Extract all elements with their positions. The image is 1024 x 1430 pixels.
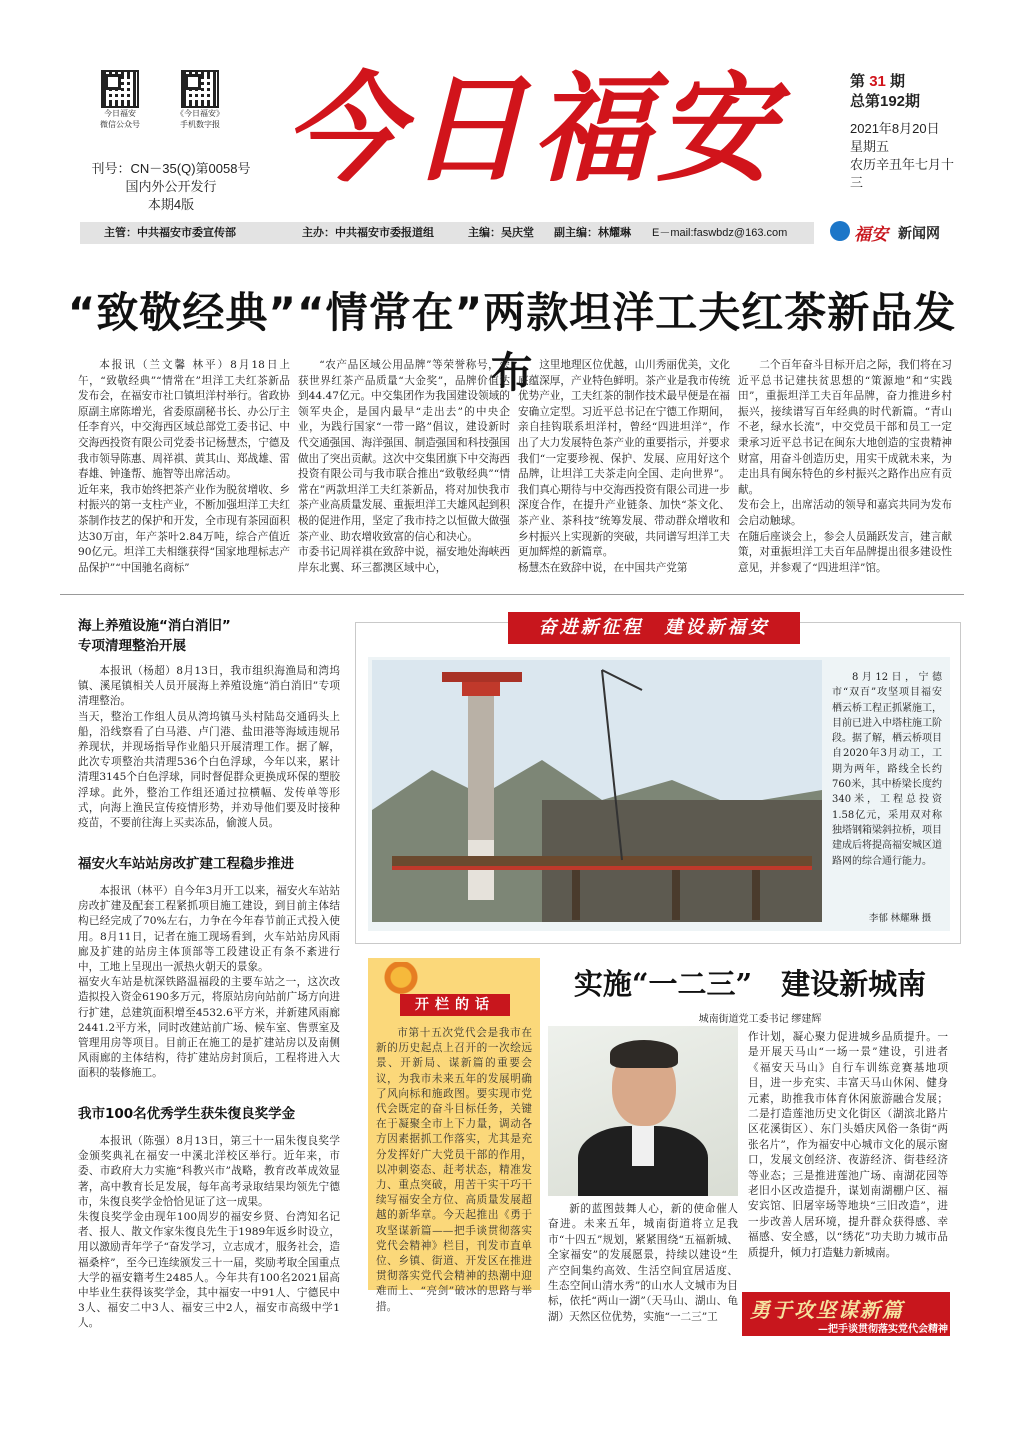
lead-column-2: “农产品区域公用品牌”等荣誉称号，荣获世界红茶产品质量“大金奖”，品牌价值达到44.47亿元。中交集团作为我国建设领域的领军央企，是国内最早“走出去”的中央企业，为践行国家“一带一路”倡议，建设新时代交通强国、海洋强国、制造强国和科技强国做出了突出贡献。这次中交集团旗下中交海西投资有限公司与我市联合推出“致敬经典”“情常在”两款坦洋工夫红茶新品，将对加快我市茶产业高质量发展、重振坦洋工夫雄风起到积极的促进作用，坚定了我市持之以恒做大做强茶产业、助农增收致富的信心和决心。 市委书记周祥祺在致辞中说，福安地处海峡西岸东北翼、环三都澳区域中心， (298, 359, 510, 574)
news-site-logo-icon (830, 221, 850, 241)
issue-block (850, 72, 960, 192)
portrait-shirt (632, 1126, 654, 1166)
qr-code-icon (101, 70, 139, 108)
news-site-link[interactable] (830, 217, 960, 247)
chengnan-column-right: 作计划，凝心聚力促进城乡品质提升。一是开展天马山“一场一景”建设，引进者《福安天马山》自行车训练竞赛基地项目，进一步充实、丰富天马山休闲、健身元素，助推我市体育休闲旅游融合发展；二是打造莲池历史文化街区（湖滨北路片区花溪街区）、东门头婚庆风俗一条街“两张名片”，作为福安中心城市文化的展示窗口，发展文创经济、夜游经济、街巷经济等业态；三是推进莲池广场、南湖花园等老旧小区改造提升，谋划南湖棚户区、福安宾馆、旧屠宰场等地块“三旧改造”，进一步改善人居环境，提升群众获得感、幸福感、安全感，以“绣花”功夫助力城市品质提升，倾力打造魅力新城南。 (748, 1031, 948, 1259)
station-headline: 福安火车站站房改扩建工程稳步推进 (78, 856, 294, 872)
masthead-info-bar (80, 222, 814, 244)
news-site-name: 新闻网 (898, 225, 940, 241)
sea-headline-line-2: 专项清理整治开展 (78, 638, 186, 654)
photo-credit: 李郁 林耀琳 摄 (868, 913, 932, 924)
qr-wechat-caption-1: 今日福安 (104, 109, 136, 118)
qr-digital-caption-1: 《今日福安》 (176, 109, 224, 118)
registration-block (86, 160, 256, 214)
lead-column-4: 二个百年奋斗目标开启之际，我们将在习近平总书记建扶贫思想的“策源地”和“实践田”，重振坦洋工夫百年品牌，奋力推进乡村振兴，接续谱写百年经典的时代新篇。“青山不老，绿水长流”，中交党员干部和员工一定秉承习近平总书记在闽东大地创造的宝贵精神财富，用奋斗创造历史，用实干成就未来，为走出具有闽东特色的乡村振兴之路作出应有贡献。 发布会上，出席活动的领导和嘉宾共同为发布会启动触球。 在随后座谈会上，参会人员踊跃发言，建言献策，对重振坦洋工夫百年品牌提出很多建设性意见，并参观了“四进坦洋”馆。 (738, 359, 952, 574)
photo-caption: 8月12日，宁德市“双百”攻坚项目福安栖云桥工程正抓紧施工，目前已进入中塔柱施工阶段。据了解，栖云桥项目自2020年3月动工，工期为两年，路线全长约760米，其中桥梁长度约340米，工程总投资1.58亿元，采用双对称独塔钢箱梁斜拉桥，项目建成后将提高福安城区道路网的综合通行能力。 (832, 672, 942, 867)
sea-body: 本报讯（杨超）8月13日，我市组织海渔局和湾坞镇、溪尾镇相关人员开展海上养殖设施“消白消旧”专项清理整治。 当天，整治工作组人员从湾坞镇马头村陆岛交通码头上船，沿线察看了白马港、卢门港、盐田港等海域违规吊养现状，并现场指导作业船只开展清理工作。据了解，此次专项整治共清理536个白色浮球，今年以来，累计清理3145个白色浮球，同时督促群众更换成环保的塑胶浮球。此外，整治工作组还通过拉横幅、发传单等形式，向海上渔民宣传疫情形势，并劝导他们要及时接种疫苗，不要前往海上买卖冻品，偷渡人员。 (78, 665, 340, 830)
bridge-photo-illustration (372, 660, 822, 922)
chengnan-column-left: 新的蓝图鼓舞人心，新的使命催人奋进。未来五年，城南街道将立足我市“十四五”规划，紧紧围绕“五福新城、全家福安”的发展愿景，持续以建设“生产空间集约高效、生活空间宜居适度、生态空间山清水秀”的山水人文城市为目标，依托“两山一湖”（天马山、湖山、龟湖）天然区位优势，实施“一二三”工 (548, 1203, 738, 1323)
qr-digital-caption-2: 手机数字报 (180, 120, 220, 129)
chengnan-headline: 实施“一二三” 建设新城南 (573, 967, 927, 1001)
lead-column-3: 这里地理区位优越，山川秀丽优美，文化底蕴深厚，产业特色鲜明。茶产业是我市传统优势产业，工夫红茶的制作技术最早便是在福安确立定型。习近平总书记在宁德工作期间，亲自挂钩联系坦洋村，曾经“四进坦洋”，作出了大力发展特色茶产业的重要指示，并要求我们“一定要珍视、保护、发展、应用好这个品牌，让坦洋工夫茶走向全国、走向世界”。我们真心期待与中交海西投资有限公司进一步深度合作，在提升产业链条、加快“茶文化、茶产业、茶科技”统筹发展、带动群众增收和乡村振兴上实现新的突破，共同谱写坦洋工夫更加辉煌的新篇章。 杨慧杰在致辞中说，在中国共产党第 (518, 359, 730, 574)
deputy-editor: 副主编：林耀琳 (554, 227, 631, 239)
qr-wechat-caption-2: 微信公众号 (100, 120, 140, 129)
sponsor: 主管：中共福安市委宣传部 (104, 227, 236, 239)
lead-headline: “致敬经典”“情常在”两款坦洋工夫红茶新品发布 (67, 288, 957, 397)
newspaper-title: 今日福安 (283, 59, 780, 198)
email-address[interactable]: E－mail:faswbdz@163.com (652, 227, 788, 239)
lead-column-1: 本报讯（兰文馨 林平）8月18日上午，“致敬经典”“情常在”坦洋工夫红茶新品发布会，在福安市社口镇坦洋村举行。省政协原副主席陈增光，省委原副秘书长、办公厅主任李育兴，中交海西区域总部党工委书记、中交海西投资有限公司党委书记杨慧杰，宁德及我市领导陈惠、周祥祺、黄其山、郑战雄、雷春雄、钟逢帮、施智等出席活动。 近年来，我市始终把茶产业作为脱贫增收、乡村振兴的第一支柱产业，不断加强坦洋工夫红茶制作技艺的保护和开发，全市现有茶园面积达30万亩，年产茶叶2.84万吨，综合产值近90亿元。坦洋工夫相继获得“国家地理标志产品保护”“中国驰名商标” (78, 359, 290, 574)
qr-digital[interactable] (170, 70, 230, 130)
section-divider (60, 594, 964, 595)
slogan-banner (742, 1292, 950, 1336)
students-body: 本报讯（陈强）8月13日，第三十一届朱復良奖学金颁奖典礼在福安一中溪北洋校区举行。近年来，市委、市政府大力实施“科教兴市”战略，教育改革成效显著，高中教育长足发展，每年高考录取结果均领先宁德市，朱復良奖学金恰恰见证了这一成果。 朱復良奖学金由现年100周岁的福安乡贤、台湾知名记者、报人、散文作家朱復良先生于1989年返乡时设立，用以激励青年学子“奋发学习，立志成才，服务社会，造福桑梓”，至今已连续颁发三十一届，奖励考取全国重点大学的福安籍考生2485人。今年共有100名2021届高中毕业生获得该奖学金，其中福安一中91人、宁德民中3人、福安二中3人、福安三中2人，福安市高级中学1人。 (78, 1135, 340, 1330)
bridge-photo[interactable] (372, 660, 822, 922)
host: 主办：中共福安市委报道组 (302, 227, 434, 239)
feature-banner: 奋进新征程 建设新福安 (508, 612, 800, 644)
total-issue: 总第192期 (850, 93, 921, 110)
slogan-sub: —把手谈贯彻落实党代会精神 (818, 1324, 948, 1335)
lunar-date: 农历辛丑年七月十三 (850, 157, 955, 190)
students-headline: 我市100名优秀学生获朱復良奖学金 (78, 1106, 296, 1122)
author-portrait (548, 1026, 738, 1196)
chief-editor: 主编：吴庆堂 (468, 227, 534, 239)
registration-number: 刊号：CN－35(Q)第0058号 (91, 161, 251, 176)
slogan-main: 勇于攻坚谋新篇 (750, 1298, 904, 1322)
sea-headline-line-1: 海上养殖设施“消白消旧” (78, 618, 231, 634)
issue-number: 第 31 期 (850, 73, 906, 90)
portrait-hair (610, 1040, 678, 1068)
sea-headline (78, 616, 340, 656)
party-emblem-icon (376, 962, 426, 996)
news-site-logo-text: 福安 (854, 225, 888, 245)
kailan-label: 开栏的话 (400, 994, 510, 1016)
distribution-note: 国内外公开发行 (125, 179, 217, 194)
chengnan-byline: 城南街道党工委书记 缪建辉 (698, 1014, 822, 1025)
qr-wechat[interactable] (90, 70, 150, 130)
station-body: 本报讯（林平）自今年3月开工以来，福安火车站站房改扩建及配套工程紧抓项目施工建设，到目前主体结构已经完成了70%左右，力争在今年春节前正式投入使用。8月11日，记者在施工现场看到，火车站站房风雨廊及扩建的站房主体顶部等工段建设正有条不紊进行中，工地上呈现出一派热火朝天的景象。 福安火车站是杭深铁路温福段的主要车站之一，这次改造拟投入资金6190多万元，将原站房向站前广场方向进行扩建，总建筑面积增至4532.6平方米，并新建风雨廊2441.2平方米，同时改建站前广场、候车室、售票室及管理用房等项目。目前正在施工的是扩建站房以及南侧风雨廊的主体结构，待扩建站房封顶后，工程将进入大面积的装修施工。 (78, 885, 340, 1080)
page-count: 本期4版 (147, 197, 195, 212)
qr-code-icon (181, 70, 219, 108)
issue-weekday: 星期五 (850, 139, 890, 154)
kailan-text: 市第十五次党代会是我市在新的历史起点上召开的一次绘远景、开新局、谋新篇的重要会议，为我市未来五年的发展明确了风向标和施政图。要实现市党代会既定的奋斗目标任务，关键在于凝聚全市上下力量，调动各方因素据抓工作落实，尤其是充分发挥好广大党员干部的作用，以冲刺姿态、赶考状态，精准发力、重点突破，用苦干实干巧干续写福安全方位、高质量发展超越的新华章。今天起推出《勇于攻坚谋新篇——把手谈贯彻落实党代会精神》栏目，刊发市直单位、乡镇、街道、开发区在推进贯彻落实党代会精神的热潮中迎难而上、“亮剑”破冰的思路与举措。 (376, 1027, 532, 1313)
issue-date: 2021年8月20日 (850, 121, 940, 136)
